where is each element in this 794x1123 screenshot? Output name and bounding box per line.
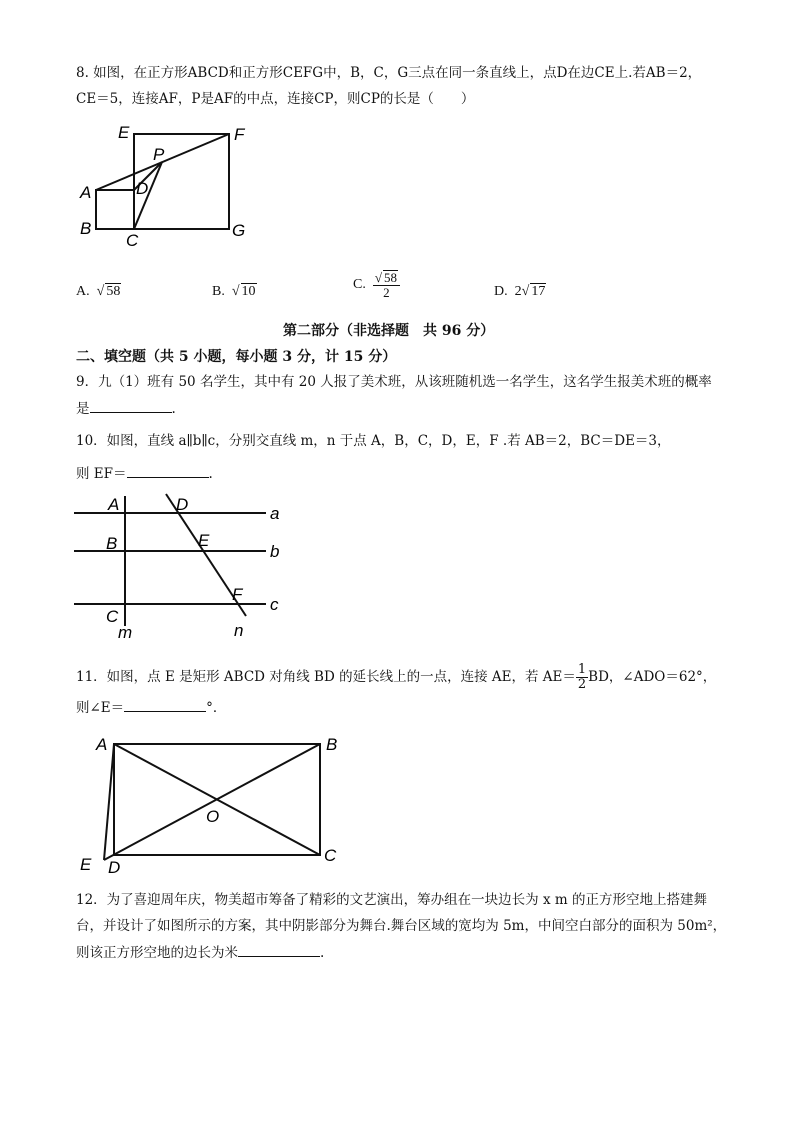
label-B: B — [106, 534, 118, 553]
q10-answer-blank[interactable] — [127, 464, 209, 478]
q12-answer-blank[interactable] — [238, 943, 320, 957]
label-E: E — [118, 123, 130, 142]
label-a: a — [270, 504, 280, 523]
label-F: F — [232, 585, 243, 604]
q9-text-line1: 9．九（1）班有 50 名学生，其中有 20 人报了美术班，从该班随机选一名学生，这名学生报美术班的概率 — [76, 374, 712, 390]
q12-text-line3: 则该正方形空地的边长为米 . — [76, 945, 325, 961]
q12-text-line2: 台，并设计了如图所示的方案，其中阴影部分为舞台.舞台区域的宽均为 5m，中间空白部分的面积为 50m²， — [76, 918, 727, 934]
q8-figure — [76, 120, 266, 248]
label-B: B — [326, 735, 338, 754]
q11-figure — [76, 730, 356, 878]
label-D: D — [176, 495, 189, 514]
label-B: B — [80, 219, 92, 238]
label-A: A — [108, 495, 120, 514]
label-O: O — [206, 807, 220, 826]
q10-figure — [70, 490, 300, 640]
label-m: m — [118, 623, 133, 640]
label-C: C — [126, 231, 139, 248]
q11-text-line2: 则∠E＝ °． — [76, 700, 227, 716]
option-c[interactable]: C. $\frac{√ 58}{2}$ — [353, 270, 400, 300]
section2-title: 二、填空题（共 5 小题，每小题 3 分，计 15 分） — [76, 349, 397, 365]
label-E: E — [80, 855, 92, 874]
q11-answer-blank[interactable] — [124, 698, 206, 712]
part2-title: 第二部分（非选择题 共 96 分） — [283, 323, 495, 339]
q8-text-line2: CE＝5，连接AF，P是AF的中点，连接CP，则CP的长是（ ） — [76, 91, 475, 107]
label-P: P — [153, 145, 165, 164]
label-G: G — [232, 221, 246, 240]
label-D: D — [108, 858, 121, 877]
option-d[interactable]: D. 2√ 17 — [494, 284, 546, 299]
q9-answer-blank[interactable] — [90, 399, 172, 413]
label-A: A — [80, 183, 92, 202]
label-n: n — [234, 621, 244, 640]
label-c: c — [270, 595, 279, 614]
label-C: C — [106, 607, 119, 626]
square-abcd — [96, 190, 134, 229]
label-F: F — [234, 125, 245, 144]
label-E: E — [198, 531, 210, 550]
q10-text-line2: 则 EF＝ . — [76, 466, 213, 482]
option-b[interactable]: B. √ 10 — [212, 284, 256, 299]
diagonal-bd-extended — [104, 744, 320, 860]
q11-text-line1: 11．如图，点 E 是矩形 ABCD 对角线 BD 的延长线上的一点，连接 AE，若 AE＝ $\frac{1}{2}$ BD，∠ADO＝62°， — [76, 662, 717, 692]
label-A: A — [96, 735, 108, 754]
q10-text-line1: 10．如图，直线 a∥b∥c，分别交直线 m，n 于点 A，B，C，D，E，F .若 AB＝2，BC＝DE＝3， — [76, 433, 671, 449]
option-a[interactable]: A. √ 58 — [76, 284, 121, 299]
segment-ae — [104, 744, 114, 860]
label-b: b — [270, 542, 280, 561]
q9-text-line2: 是 . — [76, 401, 176, 417]
q8-text-line1: 8. 如图，在正方形ABCD和正方形CEFG中，B，C，G三点在同一条直线上，点D在边CE上.若AB＝2， — [76, 65, 702, 81]
label-C: C — [324, 846, 337, 865]
label-D: D — [136, 179, 149, 198]
q12-text-line1: 12．为了喜迎周年庆，物美超市筹备了精彩的文艺演出，筹办组在一块边长为 x m 的正方形空地上搭建舞 — [76, 892, 707, 908]
